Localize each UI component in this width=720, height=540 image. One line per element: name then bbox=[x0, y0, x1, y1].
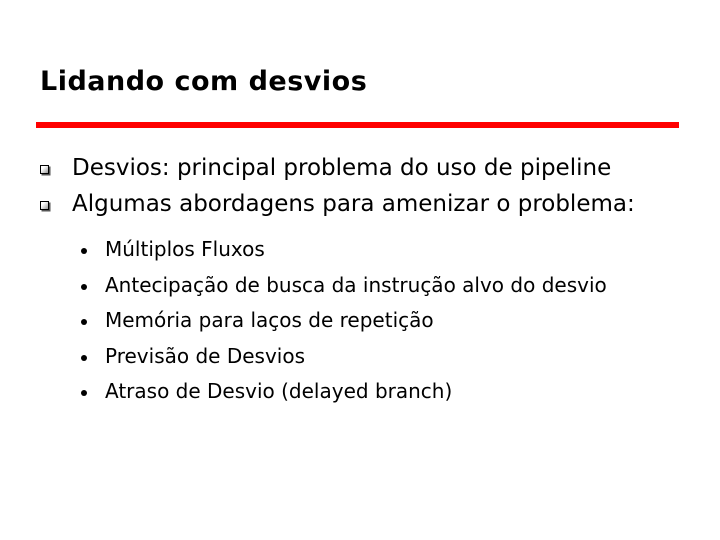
sub-bullet-text: Múltiplos Fluxos bbox=[105, 237, 265, 261]
sub-bullet-list bbox=[78, 232, 607, 410]
dot-bullet-icon bbox=[81, 390, 87, 396]
dot-bullet-icon bbox=[81, 284, 87, 290]
bullet-item bbox=[38, 186, 635, 222]
slide-title: Lidando com desvios bbox=[40, 66, 368, 97]
title-divider bbox=[36, 122, 679, 128]
dot-bullet-icon bbox=[81, 319, 87, 325]
sub-bullet-item bbox=[78, 374, 607, 410]
bullet-text: Algumas abordagens para amenizar o problema: bbox=[72, 191, 635, 217]
sub-bullet-item bbox=[78, 232, 607, 268]
main-bullet-list bbox=[38, 150, 635, 222]
dot-bullet-icon bbox=[81, 248, 87, 254]
bullet-item bbox=[38, 150, 635, 186]
sub-bullet-item bbox=[78, 268, 607, 304]
sub-bullet-text: Antecipação de busca da instrução alvo do desvio bbox=[105, 272, 607, 297]
sub-bullet-text: Previsão de Desvios bbox=[105, 343, 305, 368]
square-bullet-icon bbox=[40, 201, 49, 210]
bullet-text: Desvios: principal problema do uso de pipeline bbox=[72, 155, 612, 181]
square-bullet-icon bbox=[40, 165, 49, 174]
sub-bullet-item bbox=[78, 303, 607, 339]
sub-bullet-text: Memória para laços de repetição bbox=[105, 308, 434, 332]
sub-bullet-text: Atraso de Desvio (delayed branch) bbox=[105, 379, 453, 403]
dot-bullet-icon bbox=[81, 355, 87, 361]
sub-bullet-item bbox=[78, 339, 607, 375]
